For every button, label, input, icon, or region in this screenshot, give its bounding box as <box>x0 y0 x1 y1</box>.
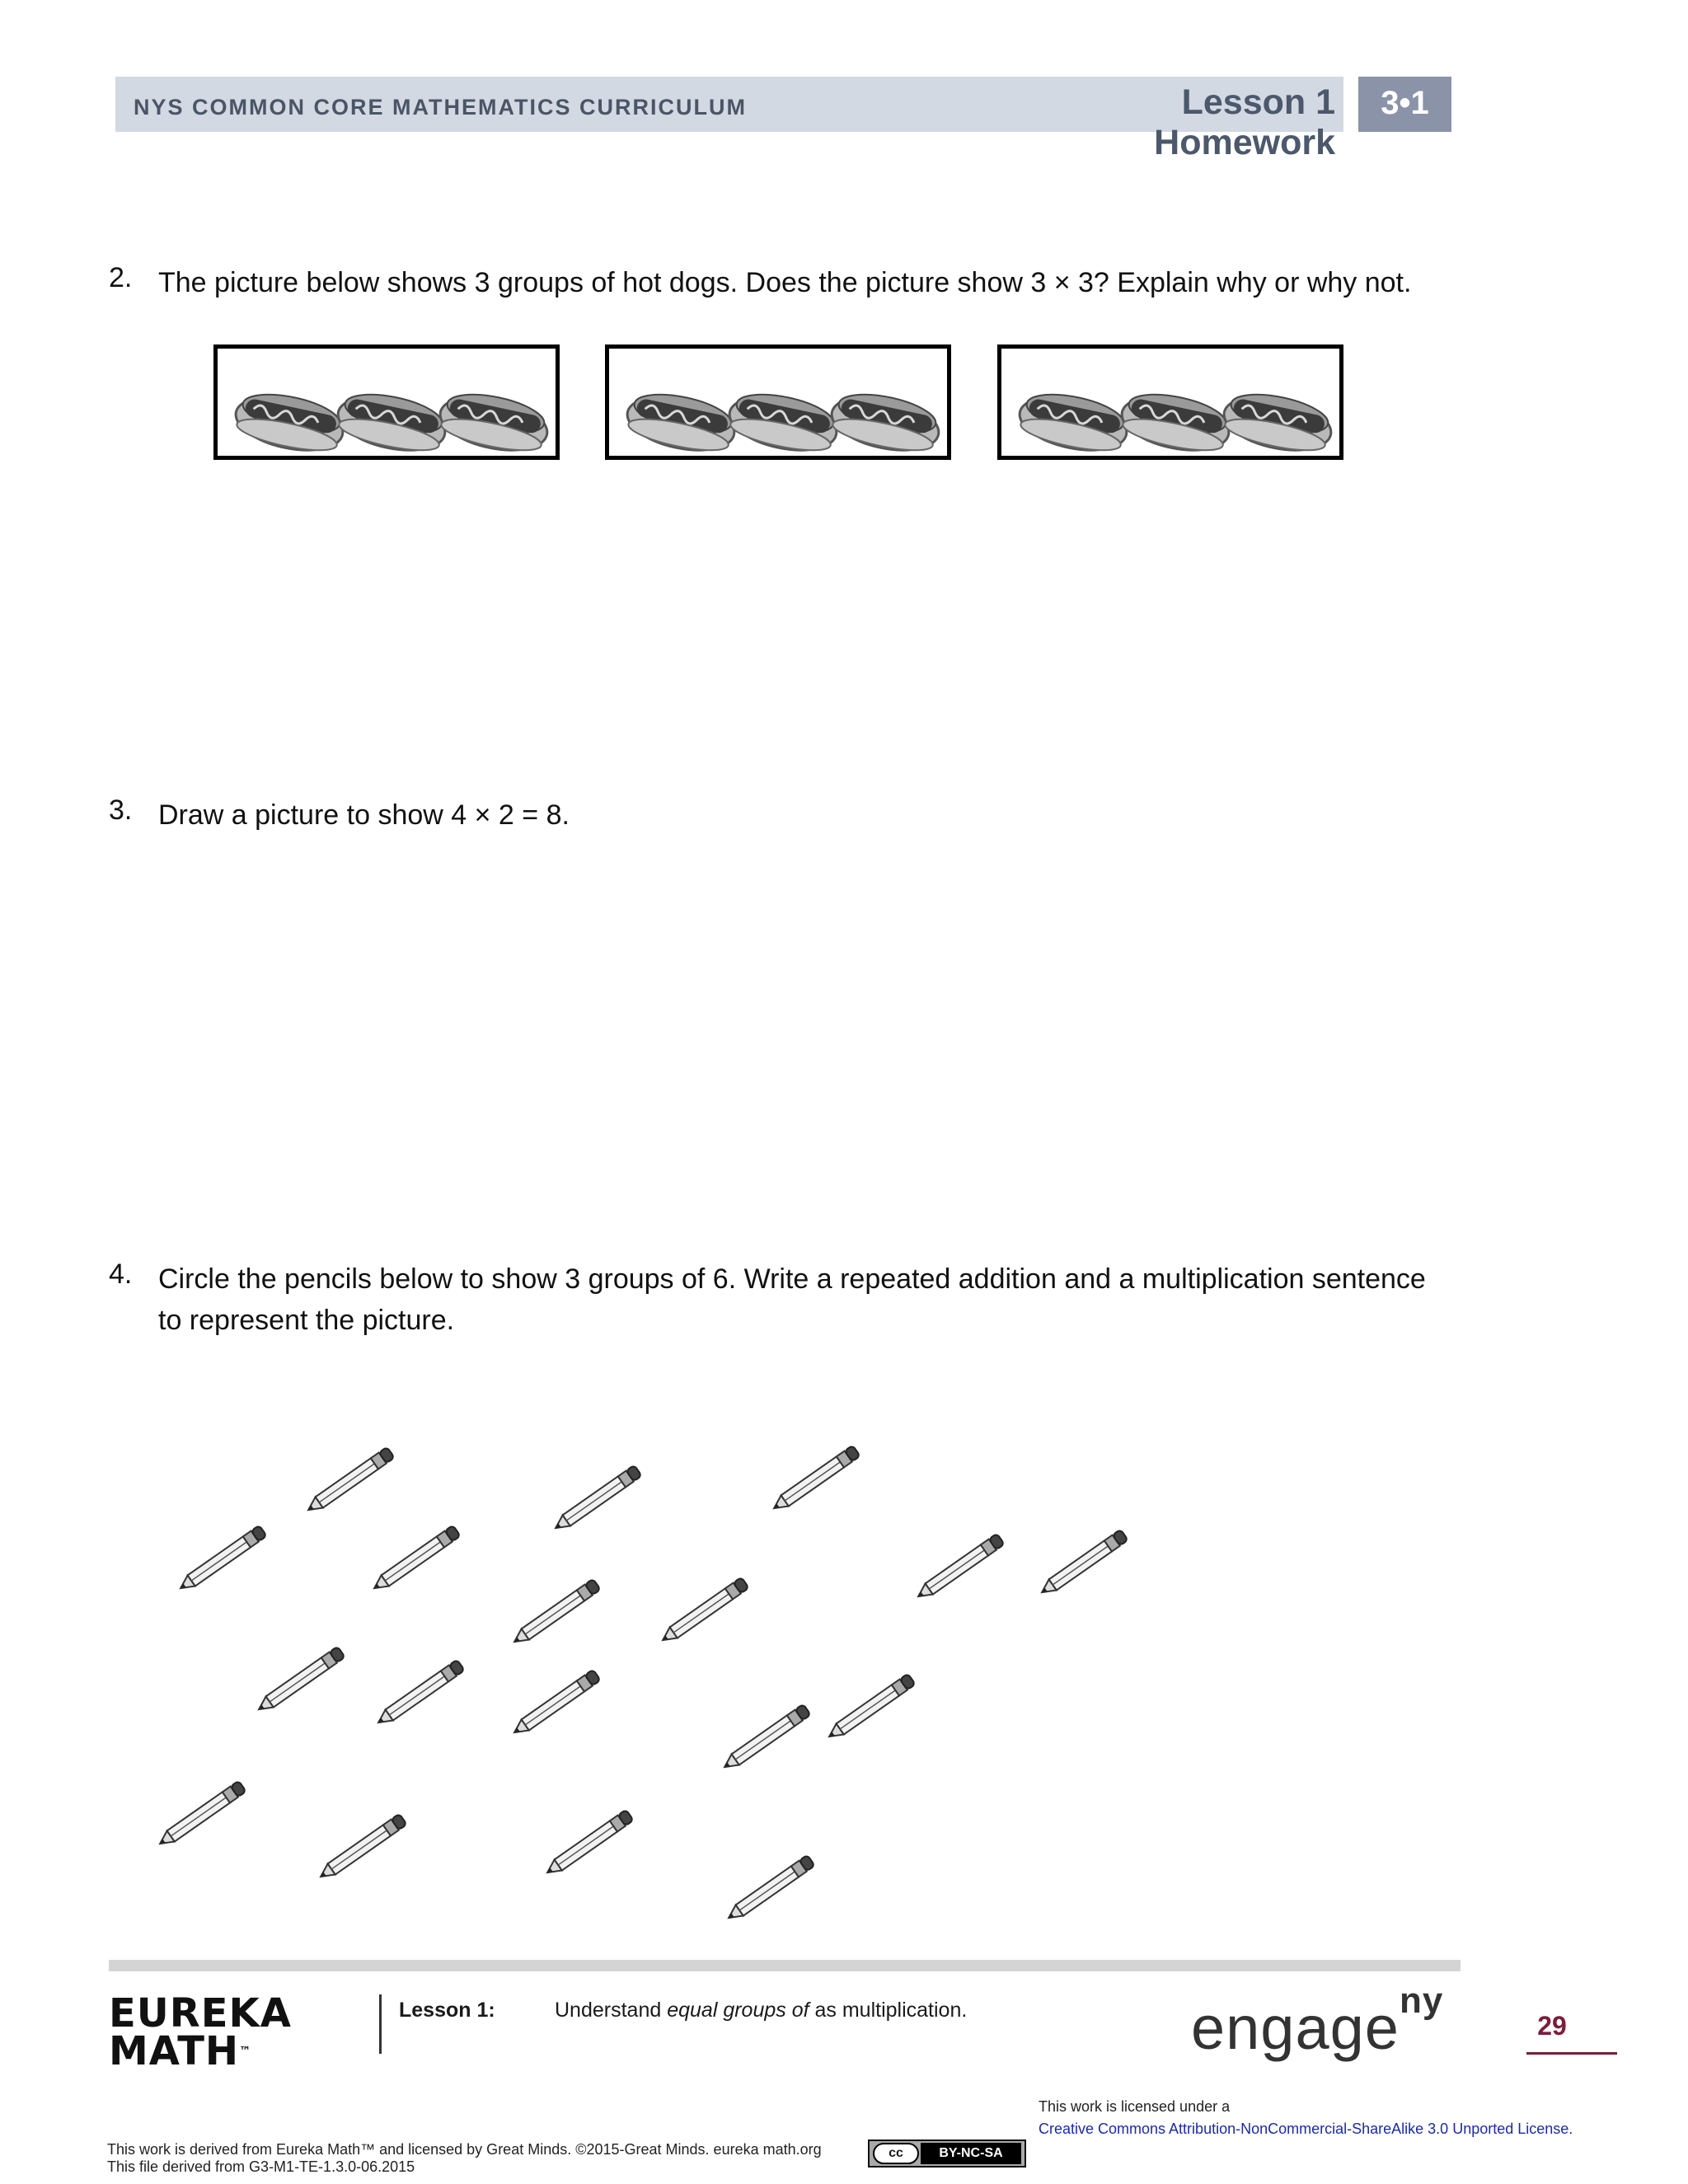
pencil <box>375 1660 465 1728</box>
pencil <box>1039 1530 1128 1598</box>
license-line-1: This work is licensed under a <box>1039 2098 1231 2115</box>
license-link[interactable]: Creative Commons Attribution-NonCommercial-ShareAlike 3.0 Unported License. <box>1039 2121 1573 2137</box>
pencil <box>725 1855 815 1924</box>
pencil <box>511 1579 601 1647</box>
problem-4-text: Circle the pencils below to show 3 groups of 6. Write a repeated addition and a multiplication sentence to represent the picture. <box>158 1263 1426 1336</box>
footer-separator <box>379 1994 382 2054</box>
pencil <box>511 1670 601 1738</box>
pencil <box>317 1814 407 1882</box>
pencil <box>371 1526 461 1594</box>
cc-type: BY-NC-SA <box>921 2143 1021 2164</box>
pencil <box>552 1465 642 1534</box>
derived-line-2: This file derived from G3-M1-TE-1.3.0-06.2015 <box>107 2158 415 2175</box>
page-number-underline <box>1526 2052 1617 2055</box>
pencil <box>826 1674 916 1742</box>
problem-2-number: 2. <box>109 262 133 293</box>
lesson-title: Lesson 1 Homework <box>1154 82 1335 162</box>
pencil <box>157 1781 246 1849</box>
module-badge: 3•1 <box>1358 77 1451 132</box>
logo-line-1: EUREKA <box>109 1990 292 2036</box>
pencil <box>721 1704 811 1773</box>
footer-lesson-label: Lesson 1: <box>399 1999 495 2022</box>
pencil <box>256 1647 345 1715</box>
pencil <box>915 1534 1005 1602</box>
derived-line-1: This work is derived from Eureka Math™ and licensed by Great Minds. ©2015-Great Minds. eureka math.org <box>107 2141 822 2158</box>
curriculum-title: NYS COMMON CORE MATHEMATICS CURRICULUM <box>134 95 747 120</box>
footer-lesson-description: Understand equal groups of as multiplication. <box>555 1999 968 2022</box>
page-number: 29 <box>1537 2011 1567 2041</box>
engageny-logo: engage$^{ny}$ <box>1191 1980 1444 2062</box>
eureka-math-logo <box>109 1990 292 2074</box>
cc-icon: cc <box>873 2143 919 2164</box>
problem-3-number: 3. <box>109 794 133 826</box>
pencil <box>771 1446 860 1514</box>
pencil <box>659 1577 749 1646</box>
cc-license-badge[interactable] <box>868 2139 1026 2168</box>
logo-tm: ™ <box>239 2045 252 2058</box>
problem-3-text: Draw a picture to show 4 × 2 = 8. <box>158 799 570 831</box>
footer-divider <box>109 1960 1461 1971</box>
pencil <box>305 1447 395 1516</box>
pencil <box>177 1526 267 1594</box>
problem-4-number: 4. <box>109 1258 133 1290</box>
pencil <box>544 1810 634 1878</box>
logo-line-2: MATH <box>109 2028 240 2074</box>
problem-2-text: The picture below shows 3 groups of hot dogs. Does the picture show 3 × 3? Explain why or why not. <box>158 267 1412 298</box>
